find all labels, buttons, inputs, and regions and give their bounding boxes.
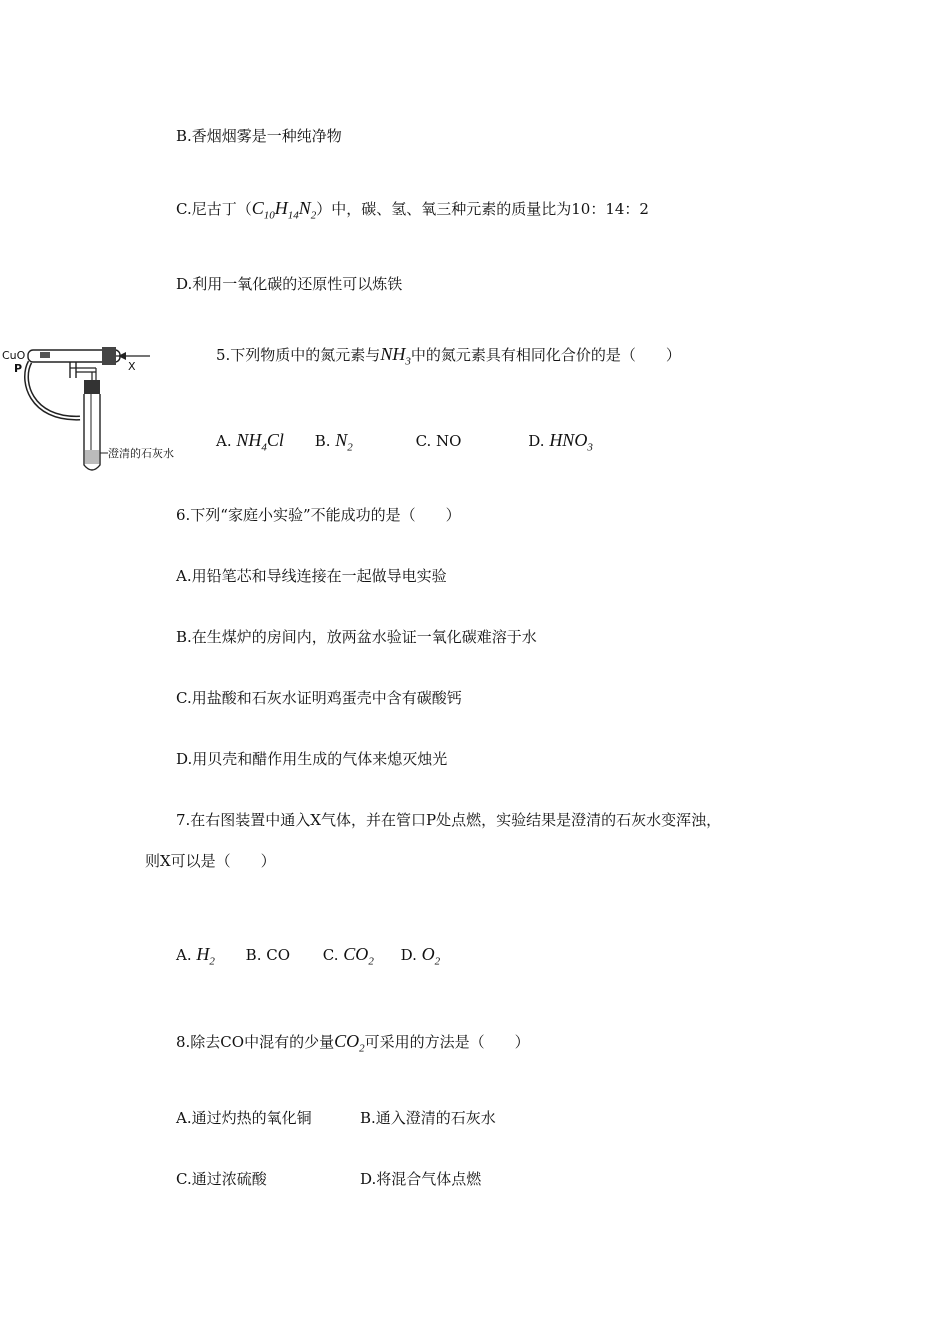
q8-option-d: D.将混合气体点燃 — [360, 1170, 482, 1188]
q5-stem — [216, 344, 681, 372]
q5-option-a: A. $NH_4Cl$ — [216, 430, 284, 454]
q5-stem-suffix: 中的氮元素具有相同化合价的是（ ） — [410, 346, 681, 364]
q5-option-d-formula: $HNO_3$ — [549, 430, 593, 454]
q4-option-d: D.利用一氧化碳的还原性可以炼铁 — [176, 275, 403, 293]
q7-option-d: D. $O_2$ — [400, 944, 441, 968]
q8-option-b: B.通入澄清的石灰水 — [360, 1109, 496, 1127]
cuo-label: CuO — [2, 349, 26, 362]
q8-option-c: C.通过浓硫酸 — [176, 1170, 267, 1188]
p-label: P — [14, 362, 23, 375]
q5-options — [216, 430, 593, 458]
q7-option-a-formula: $H_2$ — [196, 944, 215, 968]
nicotine-formula: $C_{10}H_{14}N_2$ — [251, 198, 317, 222]
q6-option-b: B.在生煤炉的房间内，放两盆水验证一氧化碳难溶于水 — [176, 628, 537, 646]
q7-options — [176, 944, 440, 972]
q8-co2-formula: $CO_2$ — [334, 1031, 365, 1055]
ammonia-formula: $NH_3$ — [380, 344, 411, 368]
q6-option-a: A.用铅笔芯和导线连接在一起做导电实验 — [176, 567, 447, 585]
q5-option-a-formula: $NH_4Cl$ — [236, 430, 284, 454]
apparatus-diagram — [0, 340, 195, 480]
q8-stem-prefix: 8.除去CO中混有的少量 — [176, 1033, 335, 1051]
q7-option-c-formula: $CO_2$ — [343, 944, 374, 968]
q5-option-b-formula: $N_2$ — [335, 430, 353, 454]
q6-option-c: C.用盐酸和石灰水证明鸡蛋壳中含有碳酸钙 — [176, 689, 462, 707]
q6-stem: 6.下列“家庭小实验”不能成功的是（ ） — [176, 506, 461, 524]
x-label: X — [128, 360, 136, 373]
q4-option-c-suffix: ）中，碳、氢、氧三种元素的质量比为10：14：2 — [316, 200, 649, 218]
q4-option-c-prefix: C.尼古丁（ — [176, 200, 252, 218]
q4-option-b: B.香烟烟雾是一种纯净物 — [176, 127, 342, 145]
q8-stem-suffix: 可采用的方法是（ ） — [364, 1033, 530, 1051]
q7-option-a: A. $H_2$ — [176, 944, 215, 968]
q8-option-a: A.通过灼热的氧化铜 — [176, 1109, 312, 1127]
q7-stem-line1: 7.在右图装置中通入X气体，并在管口P处点燃，实验结果是澄清的石灰水变浑浊， — [176, 811, 722, 829]
q4-option-c — [176, 198, 649, 226]
q7-option-d-formula: $O_2$ — [421, 944, 441, 968]
q8-stem — [176, 1031, 530, 1059]
q7-option-c: C. $CO_2$ — [322, 944, 374, 968]
q5-stem-prefix: 5.下列物质中的氮元素与 — [216, 346, 381, 364]
q5-option-c: C. NO — [415, 432, 462, 450]
limewater-label: 澄清的石灰水 — [108, 447, 174, 460]
q5-option-b: B. $N_2$ — [314, 430, 353, 454]
q7-stem-line2: 则X可以是（ ） — [145, 852, 276, 870]
q7-option-b: B. CO — [245, 946, 291, 964]
q5-option-d: D. $HNO_3$ — [528, 430, 593, 454]
q6-option-d: D.用贝壳和醋作用生成的气体来熄灭烛光 — [176, 750, 448, 768]
